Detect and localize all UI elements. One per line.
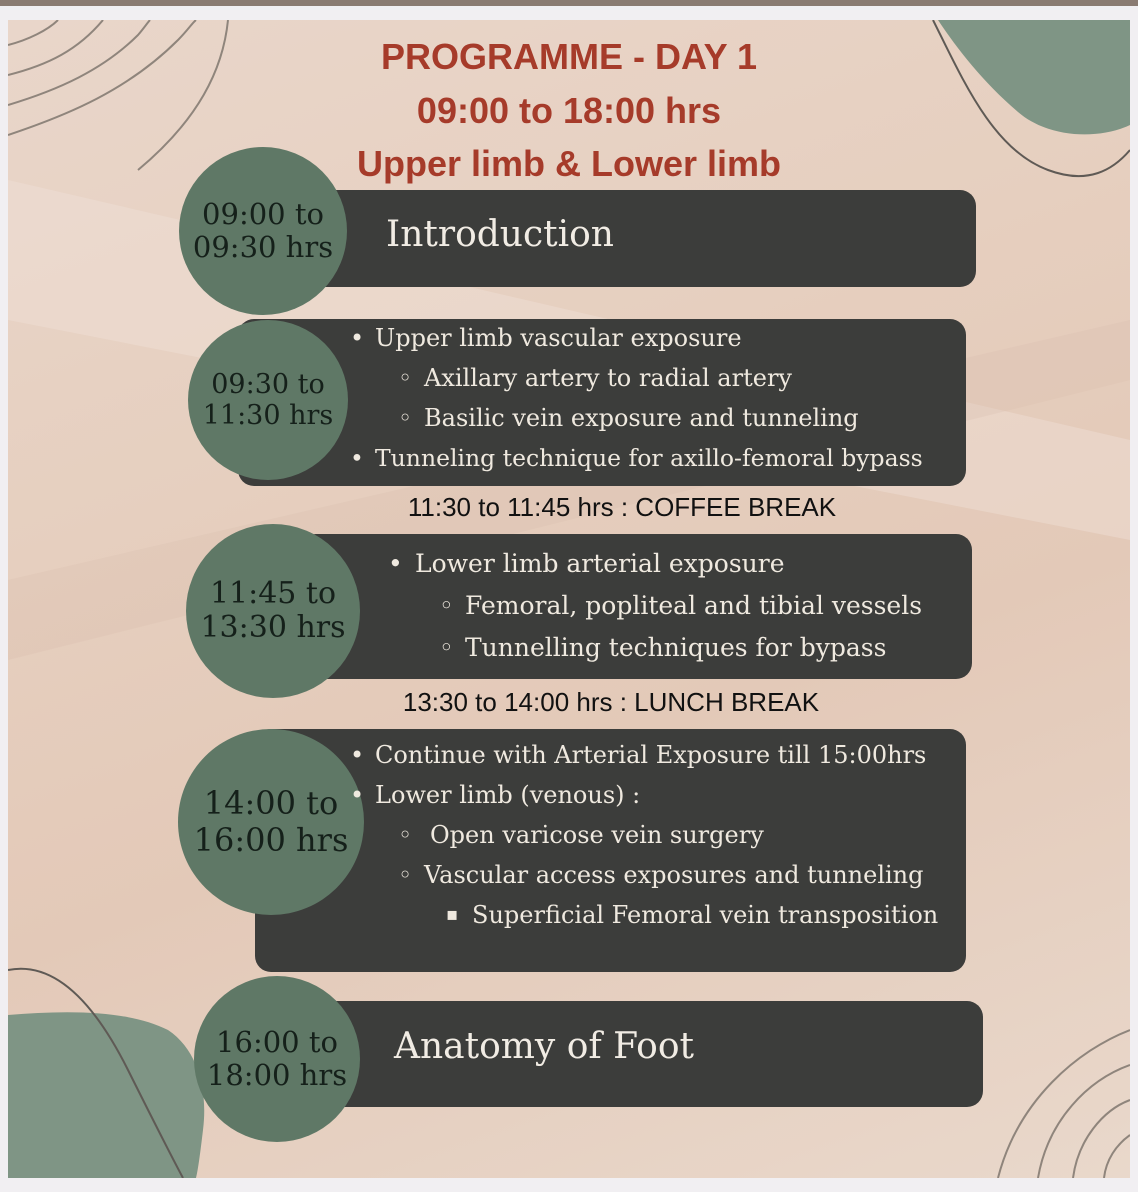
time-end: 18:00 hrs [206, 1058, 348, 1092]
session-topics-lower-limb-venous [348, 735, 938, 935]
list-item: ◦ Tunnelling techniques for bypass [439, 633, 887, 662]
list-item: • Lower limb arterial exposure [388, 549, 785, 578]
session-time-lower-limb-venous [178, 729, 364, 915]
list-item: • Upper limb vascular exposure [350, 324, 742, 352]
time-start: 09:00 to [202, 196, 324, 231]
time-start: 16:00 to [216, 1024, 338, 1059]
list-item: ◦ Vascular access exposures and tunneling [398, 861, 924, 889]
list-item: • Lower limb (venous) : [350, 781, 641, 809]
session-time-lower-limb-arterial [186, 524, 360, 698]
session-title-anatomy-of-foot: Anatomy of Foot [394, 1026, 694, 1067]
time-end: 13:30 hrs [200, 610, 346, 645]
list-item: ◦ Axillary artery to radial artery [398, 364, 792, 392]
list-item: ◦ Femoral, popliteal and tibial vessels [439, 591, 923, 620]
time-start: 09:30 to [211, 368, 325, 400]
session-time-upper-limb [188, 320, 348, 480]
time-end: 11:30 hrs [202, 400, 334, 431]
session-time-anatomy-of-foot [194, 976, 360, 1142]
top-border [0, 0, 1138, 6]
list-item: ◦ Basilic vein exposure and tunneling [398, 404, 859, 432]
session-topics-lower-limb-arterial [385, 543, 922, 669]
coffee-break: 11:30 to 11:45 hrs : COFFEE BREAK [407, 492, 837, 522]
lunch-break: 13:30 to 14:00 hrs : LUNCH BREAK [402, 687, 820, 717]
programme-subtitle: Upper limb & Lower limb [356, 143, 782, 184]
list-item: • Tunneling technique for axillo-femoral bypass [350, 444, 923, 472]
time-start: 14:00 to [203, 784, 339, 823]
programme-title: PROGRAMME - DAY 1 [380, 36, 758, 77]
time-end: 09:30 hrs [192, 230, 334, 264]
session-title-introduction: Introduction [386, 214, 614, 255]
session-topics-upper-limb [348, 318, 923, 478]
time-start: 11:45 to [209, 575, 337, 611]
list-item: ▪ Superficial Femoral vein transposition [446, 901, 939, 929]
time-end: 16:00 hrs [193, 821, 349, 859]
programme-hours: 09:00 to 18:00 hrs [416, 90, 722, 131]
session-time-introduction [179, 147, 347, 315]
list-item: • Continue with Arterial Exposure till 15:00hrs [350, 741, 927, 769]
list-item: ◦ Open varicose vein surgery [398, 821, 764, 849]
